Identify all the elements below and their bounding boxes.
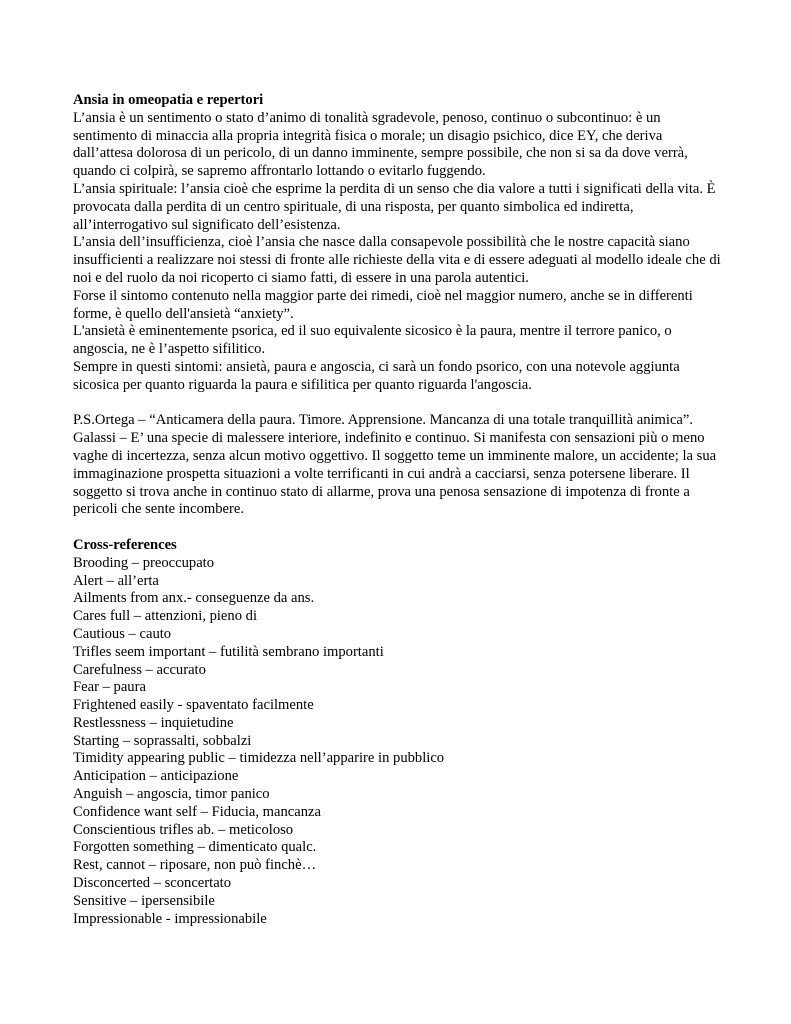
paragraph: L’ansia dell’insufficienza, cioè l’ansia che nasce dalla consapevole possibilità che le nostre capacità siano insufficienti a realizzare noi stessi di fronte alle richieste della vita e di essere adeguati al modello ideale che di noi e del ruolo da noi ricoperto ci siamo fatti, di essere in una parola autentici. — [73, 234, 721, 286]
paragraph-ortega: P.S.Ortega – “Anticamera della paura. Timore. Apprensione. Mancanza di una totale tranquillità animica”. — [73, 412, 694, 429]
paragraph: L’ansia è un sentimento o stato d’animo di tonalità sgradevole, penoso, continuo o subcontinuo: è un sentimento di minaccia alla propria integrità fisica o morale; un disagio psichico, dice EY, che deriva dall’attesa dolorosa di un pericolo, di un danno imminente, sempre possibile, che non si sa da dove verrà, quando ci colpirà, se sapremo affrontarlo lottando o evitarlo fuggendo. — [73, 109, 688, 180]
list-item: Forgotten something – dimenticato qualc. — [73, 839, 317, 856]
list-item: Impressionable - impressionabile — [73, 910, 267, 927]
cross-reference-list — [73, 555, 721, 929]
section-heading-ansia: Ansia in omeopatia e repertori — [73, 92, 264, 108]
list-item: Conscientious trifles ab. – meticoloso — [73, 821, 294, 838]
paragraph-galassi: Galassi – E’ una specie di malessere interiore, indefinito e continuo. Si manifesta con sensazioni più o meno vaghe di incertezza, senza alcun motivo oggettivo. Il soggetto teme un imminente malore, un accidente; la sua immaginazione prospetta situazioni a volte terrificanti in cui andrà a cacciarsi, senza potersene liberare. Il soggetto si trova anche in continuo stato di allarme, prova una penosa sensazione di impotenza di fronte a pericoli che sente incombere. — [73, 430, 717, 518]
list-item: Fear – paura — [73, 679, 146, 696]
list-item: Restlessness – inquietudine — [73, 714, 234, 731]
section-heading-cross-references: Cross-references — [73, 536, 177, 553]
document-page — [73, 92, 721, 928]
list-item: Timidity appearing public – timidezza nell’apparire in pubblico — [73, 750, 445, 767]
paragraph: Sempre in questi sintomi: ansietà, paura e angoscia, ci sarà un fondo psorico, con una notevole aggiunta sicosica per quanto riguarda la paura e sifilitica per quanto riguarda l'angoscia. — [73, 358, 680, 393]
list-item: Brooding – preoccupato — [73, 554, 215, 571]
list-item: Cautious – cauto — [73, 625, 172, 642]
list-item: Disconcerted – sconcertato — [73, 875, 232, 892]
list-item: Trifles seem important – futilità sembrano importanti — [73, 643, 384, 660]
list-item: Ailments from anx.- conseguenze da ans. — [73, 590, 315, 607]
list-item: Anticipation – anticipazione — [73, 768, 239, 785]
paragraph: L’ansia spirituale: l’ansia cioè che esprime la perdita di un senso che dia valore a tutti i significati della vita. È provocata dalla perdita di un centro spirituale, di una risposta, per quanto simbolica ed indiretta, all’interrogativo sul significato dell’esistenza. — [73, 180, 716, 233]
spacer — [73, 395, 721, 413]
list-item: Confidence want self – Fiducia, mancanza — [73, 803, 322, 820]
list-item: Alert – all’erta — [73, 572, 159, 589]
list-item: Anguish – angoscia, timor panico — [73, 786, 270, 803]
list-item: Starting – soprassalti, sobbalzi — [73, 732, 252, 749]
list-item: Sensitive – ipersensibile — [73, 892, 215, 909]
list-item: Frightened easily - spaventato facilmente — [73, 697, 314, 714]
list-item: Carefulness – accurato — [73, 661, 206, 678]
paragraph: Forse il sintomo contenuto nella maggior parte dei rimedi, cioè nel maggior numero, anche se in differenti forme, è quello dell'ansietà “anxiety”. — [73, 287, 693, 322]
spacer — [73, 519, 721, 537]
paragraph: L'ansietà è eminentemente psorica, ed il suo equivalente sicosico è la paura, mentre il terrore panico, o angoscia, ne è l’aspetto sifilitico. — [73, 323, 672, 358]
list-item: Cares full – attenzioni, pieno di — [73, 608, 257, 625]
list-item: Rest, cannot – riposare, non può finchè… — [73, 857, 317, 874]
